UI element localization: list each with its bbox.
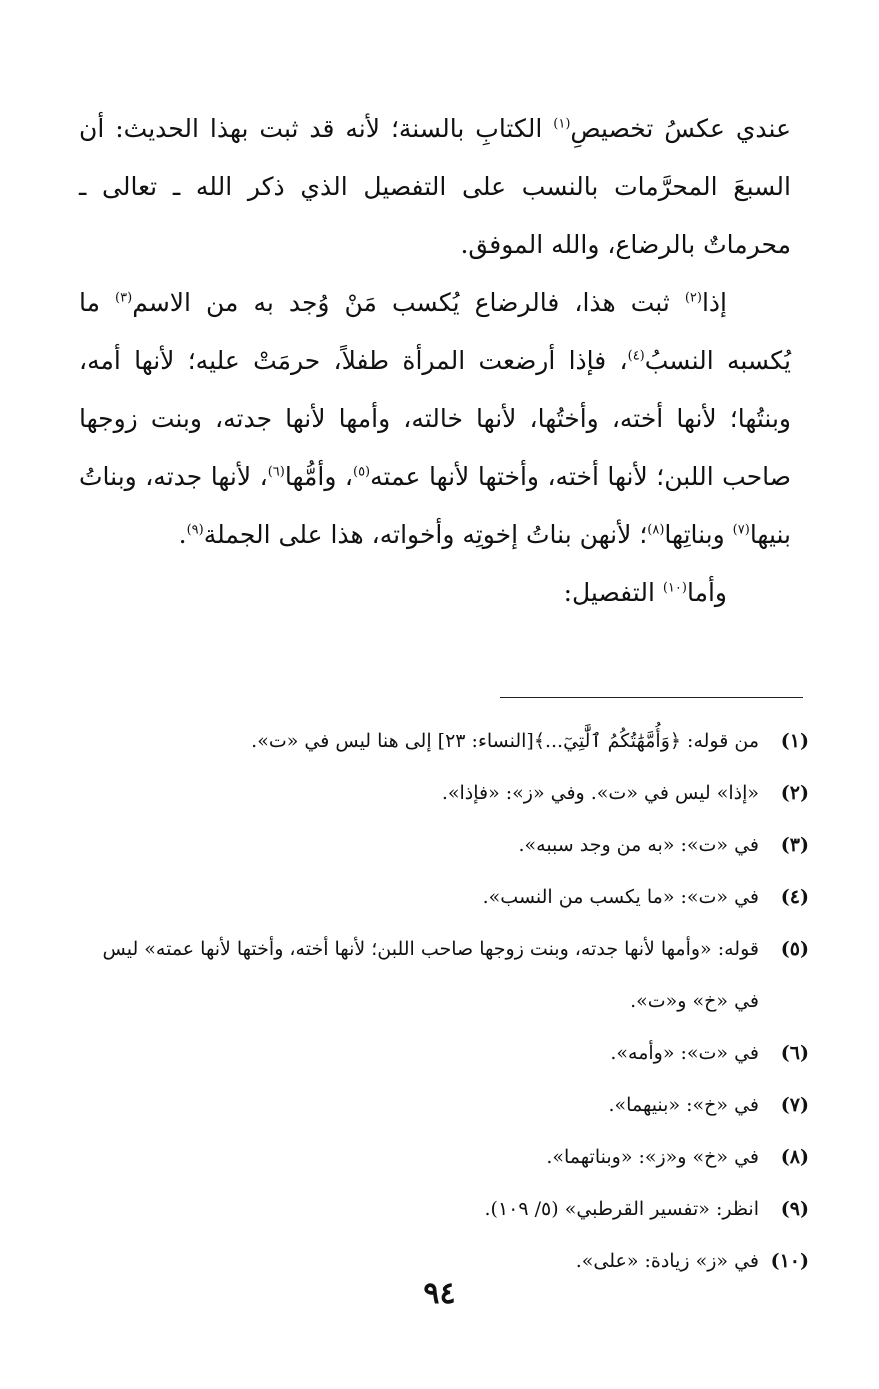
footnotes	[84, 715, 809, 1287]
footnote-ref-6: (٦)	[267, 464, 285, 480]
text-run: عندي عكسُ تخصيصِ	[570, 114, 791, 143]
footnote-number: (٩)	[780, 1198, 809, 1220]
footnote-6	[84, 1027, 809, 1079]
footnote-number: (١٠)	[770, 1250, 809, 1272]
footnote-number: (٣)	[780, 834, 809, 856]
text-run: ، لأنها جدته، وبناتُ بنيها	[79, 462, 791, 549]
footnote-ref-10: (١٠)	[662, 580, 687, 596]
footnote-9	[84, 1183, 809, 1235]
paragraph-1	[79, 100, 791, 274]
footnote-text: «إذا» ليس في «ت». وفي «ز»: «فإذا».	[441, 782, 759, 804]
footnote-text: في «ز» زيادة: «على».	[575, 1250, 759, 1272]
text-run: ، وأمُّها	[284, 462, 353, 491]
text-run: الكتابِ بالسنة؛ لأنه قد ثبت بهذا الحديث: أن السبعَ المحرَّمات بالنسب على التفصيل الذي ذكر الله ـ تعالى ـ محرماتٌ بالرضاع، والله الموفق.	[79, 114, 791, 259]
text-run: ما يُكسبه النسبُ	[79, 288, 791, 375]
footnote-number: (٦)	[780, 1042, 809, 1064]
footnote-number: (٤)	[780, 886, 809, 908]
footnote-ref-1: (١)	[553, 116, 571, 132]
footnote-1	[84, 715, 809, 767]
text-run: ، فإذا أرضعت المرأة طفلاً، حرمَتْ عليه؛ لأنها أمه، وبنتُها؛ لأنها أخته، وأختُها، لأنها خالته، وأمها لأنها جدته، وبنت زوجها صاحب اللبن؛ لأنها أخته، وأختها لأنها عمته	[79, 346, 792, 491]
footnote-ref-5: (٥)	[352, 464, 371, 480]
main-text	[79, 100, 791, 622]
footnote-ref-3: (٣)	[115, 290, 133, 306]
footnote-4	[84, 871, 809, 923]
text-run: .	[178, 520, 187, 549]
footnote-number: (٧)	[780, 1094, 809, 1116]
footnote-8	[84, 1131, 809, 1183]
footnote-text: في «ت»: «به من وجد سببه».	[518, 834, 759, 856]
footnote-number: (٥)	[780, 938, 809, 960]
text-run: وأما	[686, 578, 727, 607]
text-run: ؛ لأنهن بناتُ إخوتِه وأخواته، هذا على الجملة	[203, 520, 648, 549]
footnote-ref-2: (٢)	[684, 290, 702, 306]
footnote-7	[84, 1079, 809, 1131]
footnote-text: في «خ» و«ز»: «وبناتهما».	[546, 1146, 759, 1168]
paragraph-2	[79, 274, 791, 564]
paragraph-3	[79, 564, 791, 622]
footnote-ref-7: (٧)	[732, 522, 750, 538]
footnote-number: (٢)	[780, 782, 809, 804]
page-number: ٩٤	[423, 1276, 456, 1311]
footnote-2	[84, 767, 809, 819]
footnote-text: انظر: «تفسير القرطبي» (٥/ ١٠٩).	[484, 1198, 759, 1220]
footnote-ref-9: (٩)	[186, 522, 204, 538]
footnote-3	[84, 819, 809, 871]
footnote-text: من قوله: ﴿وَأُمَّهَٰتُكُمُ ٱلَّٰتِيٓ...﴾[النساء: ٢٣] إلى هنا ليس في «ت».	[251, 730, 759, 752]
footnote-5	[84, 923, 809, 1027]
footnote-number: (٨)	[780, 1146, 809, 1168]
text-run: إذا	[701, 288, 727, 317]
text-run: وبناتِها	[664, 520, 733, 549]
footnote-ref-4: (٤)	[627, 348, 645, 364]
footnote-text: في «خ»: «بنيهما».	[608, 1094, 759, 1116]
footnote-text: قوله: «وأمها لأنها جدته، وبنت زوجها صاحب اللبن؛ لأنها أخته، وأختها لأنها عمته» ليس في «خ» و«ت».	[102, 938, 759, 1012]
footnote-ref-8: (٨)	[647, 522, 665, 538]
footnote-number: (١)	[780, 730, 809, 752]
footnote-separator	[500, 697, 803, 698]
footnote-text: في «ت»: «ما يكسب من النسب».	[482, 886, 759, 908]
text-run: التفصيل:	[563, 578, 663, 607]
footnote-text: في «ت»: «وأمه».	[610, 1042, 759, 1064]
text-run: ثبت هذا، فالرضاع يُكسب مَنْ وُجد به من الاسم	[132, 288, 685, 317]
